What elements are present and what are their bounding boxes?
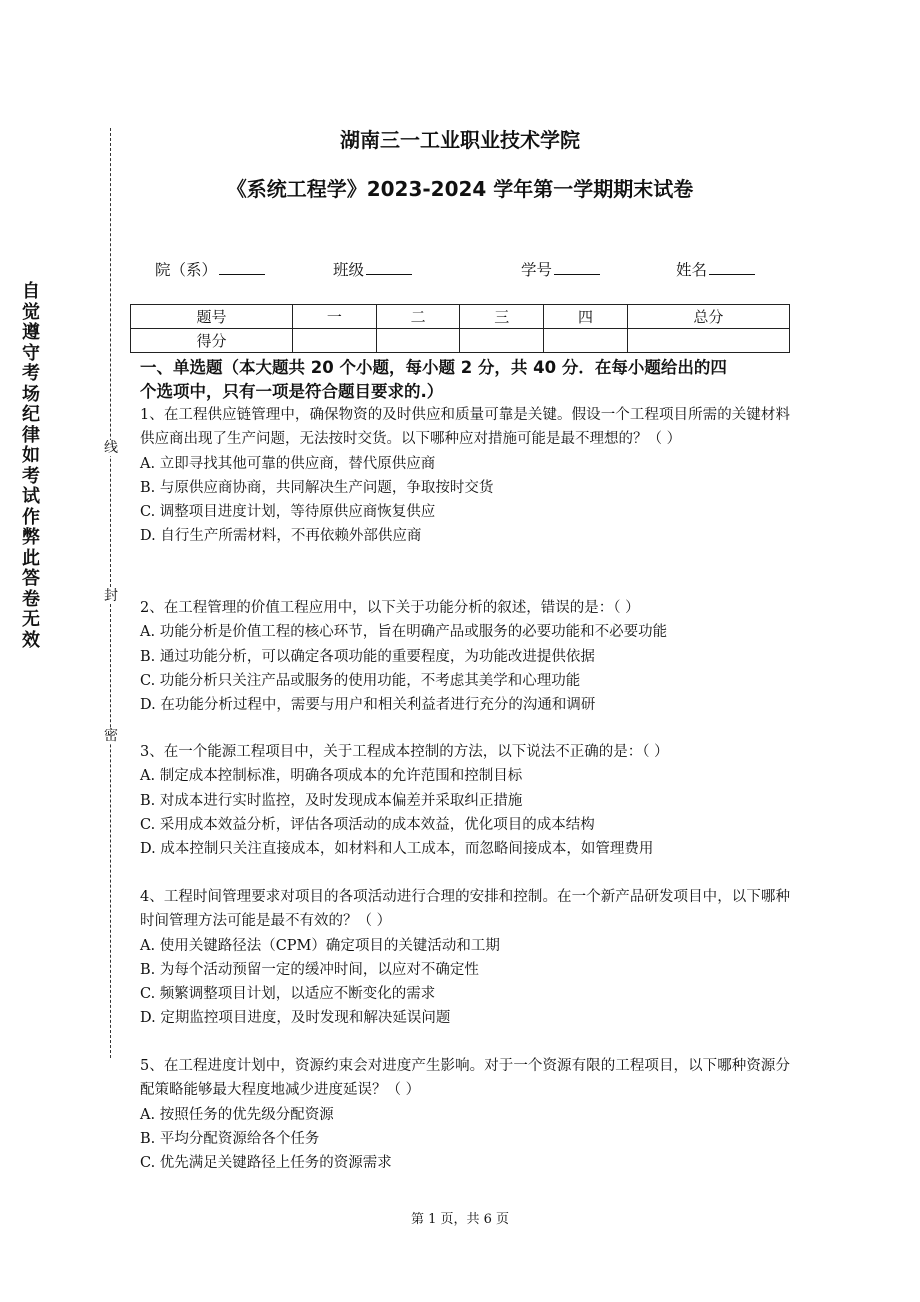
seal-mark-secret: 密: [104, 728, 118, 744]
option-c[interactable]: C. 频繁调整项目计划，以适应不断变化的需求: [140, 986, 436, 1003]
score-header-cell: 题号: [131, 305, 293, 329]
option-c[interactable]: C. 采用成本效益分析，评估各项活动的成本效益，优化项目的成本结构: [140, 816, 595, 833]
discipline-char: 效: [22, 629, 40, 651]
question-5: [140, 1054, 790, 1175]
discipline-char: 如: [22, 445, 40, 466]
discipline-char: 弊: [22, 527, 40, 548]
option-a[interactable]: A. 使用关键路径法（CPM）确定项目的关键活动和工期: [140, 937, 500, 954]
question-2: [140, 596, 790, 717]
option-c[interactable]: C. 优先满足关键路径上任务的资源需求: [140, 1155, 392, 1172]
option-b[interactable]: B. 与原供应商协商，共同解决生产问题，争取按时交货: [140, 479, 494, 496]
option-c[interactable]: C. 功能分析只关注产品或服务的使用功能，不考虑其美学和心理功能: [140, 672, 581, 689]
seal-mark-seal: 封: [104, 588, 118, 604]
option-d[interactable]: D. 自行生产所需材料，不再依赖外部供应商: [140, 528, 422, 545]
discipline-char: 考: [22, 363, 40, 384]
discipline-char: 试: [22, 486, 40, 507]
option-b[interactable]: B. 通过功能分析，可以确定各项功能的重要程度，为功能改进提供依据: [140, 648, 595, 665]
score-header-cell: 三: [460, 305, 544, 329]
question-stem: 5、在工程进度计划中，资源约束会对进度产生影响。对于一个资源有限的工程项目，以下哪种资源分配策略能够最大程度地减少进度延误？（ ）: [140, 1058, 790, 1099]
school-name: 湖南三一工业职业技术学院: [340, 128, 580, 152]
discipline-char: 遵: [22, 322, 40, 343]
score-row-label: 得分: [131, 329, 293, 353]
discipline-char: 无: [22, 609, 40, 630]
discipline-char: 律: [22, 424, 40, 446]
discipline-char: 自: [22, 281, 40, 302]
score-cell[interactable]: [544, 329, 628, 353]
question-1: [140, 403, 790, 549]
student-id-field[interactable]: 学号: [521, 258, 600, 280]
option-a[interactable]: A. 立即寻找其他可靠的供应商，替代原供应商: [140, 455, 436, 472]
name-field[interactable]: 姓名: [676, 258, 755, 280]
score-cell[interactable]: [293, 329, 377, 353]
discipline-char: 纪: [22, 404, 40, 425]
discipline-char: 卷: [22, 588, 40, 610]
seal-mark-line: 线: [104, 440, 118, 456]
section-heading: 一、单选题（本大题共 20 个小题，每小题 2 分，共 40 分．在每小题给出的四 个选项中，只有一项是符合题目要求的.）: [140, 358, 727, 401]
score-cell[interactable]: [376, 329, 460, 353]
option-d[interactable]: D. 成本控制只关注直接成本，如材料和人工成本，而忽略间接成本，如管理费用: [140, 841, 654, 858]
question-stem: 1、在工程供应链管理中，确保物资的及时供应和质量可靠是关键。假设一个工程项目所需的关键材料供应商出现了生产问题，无法按时交货。以下哪种应对措施可能是最不理想的？（ ）: [140, 407, 790, 448]
option-b[interactable]: B. 平均分配资源给各个任务: [140, 1130, 320, 1147]
question-stem: 4、工程时间管理要求对项目的各项活动进行合理的安排和控制。在一个新产品研发项目中，以下哪种时间管理方法可能是最不有效的？（ ）: [140, 889, 790, 930]
discipline-char: 场: [22, 383, 40, 405]
score-header-cell: 一: [293, 305, 377, 329]
discipline-char: 考: [22, 465, 40, 487]
option-d[interactable]: D. 在功能分析过程中，需要与用户和相关利益者进行充分的沟通和调研: [140, 697, 596, 714]
option-a[interactable]: A. 功能分析是价值工程的核心环节，旨在明确产品或服务的必要功能和不必要功能: [140, 624, 668, 641]
option-a[interactable]: A. 制定成本控制标准，明确各项成本的允许范围和控制目标: [140, 768, 523, 785]
discipline-char: 答: [22, 568, 40, 589]
option-b[interactable]: B. 对成本进行实时监控，及时发现成本偏差并采取纠正措施: [140, 792, 523, 809]
name-blank[interactable]: [709, 260, 755, 275]
student-id-blank[interactable]: [554, 260, 600, 275]
score-table-score-row: [131, 329, 790, 353]
option-d[interactable]: D. 定期监控项目进度，及时发现和解决延误问题: [140, 1010, 451, 1027]
class-field[interactable]: 班级: [333, 258, 412, 280]
score-cell[interactable]: [627, 329, 789, 353]
exam-discipline-notice: [18, 282, 44, 651]
score-cell[interactable]: [460, 329, 544, 353]
page-number: 第 1 页，共 6 页: [410, 1212, 510, 1227]
score-table: [130, 304, 790, 353]
question-stem: 2、在工程管理的价值工程应用中，以下关于功能分析的叙述，错误的是：（ ）: [140, 600, 640, 616]
department-blank[interactable]: [219, 260, 265, 275]
department-field[interactable]: 院（系）: [155, 258, 265, 280]
score-header-cell: 总分: [627, 305, 789, 329]
discipline-char: 觉: [22, 301, 40, 323]
option-a[interactable]: A. 按照任务的优先级分配资源: [140, 1106, 334, 1123]
score-header-cell: 二: [376, 305, 460, 329]
class-blank[interactable]: [366, 260, 412, 275]
score-header-cell: 四: [544, 305, 628, 329]
question-stem: 3、在一个能源工程项目中，关于工程成本控制的方法，以下说法不正确的是：（ ）: [140, 744, 669, 760]
discipline-char: 守: [22, 342, 40, 364]
exam-title: 《系统工程学》2023-2024 学年第一学期期末试卷: [226, 177, 694, 201]
question-3: [140, 740, 790, 861]
discipline-char: 作: [22, 506, 40, 528]
option-b[interactable]: B. 为每个活动预留一定的缓冲时间，以应对不确定性: [140, 961, 479, 978]
option-c[interactable]: C. 调整项目进度计划，等待原供应商恢复供应: [140, 504, 436, 521]
discipline-char: 此: [22, 547, 40, 569]
question-4: [140, 885, 790, 1031]
score-table-header-row: [131, 305, 790, 329]
